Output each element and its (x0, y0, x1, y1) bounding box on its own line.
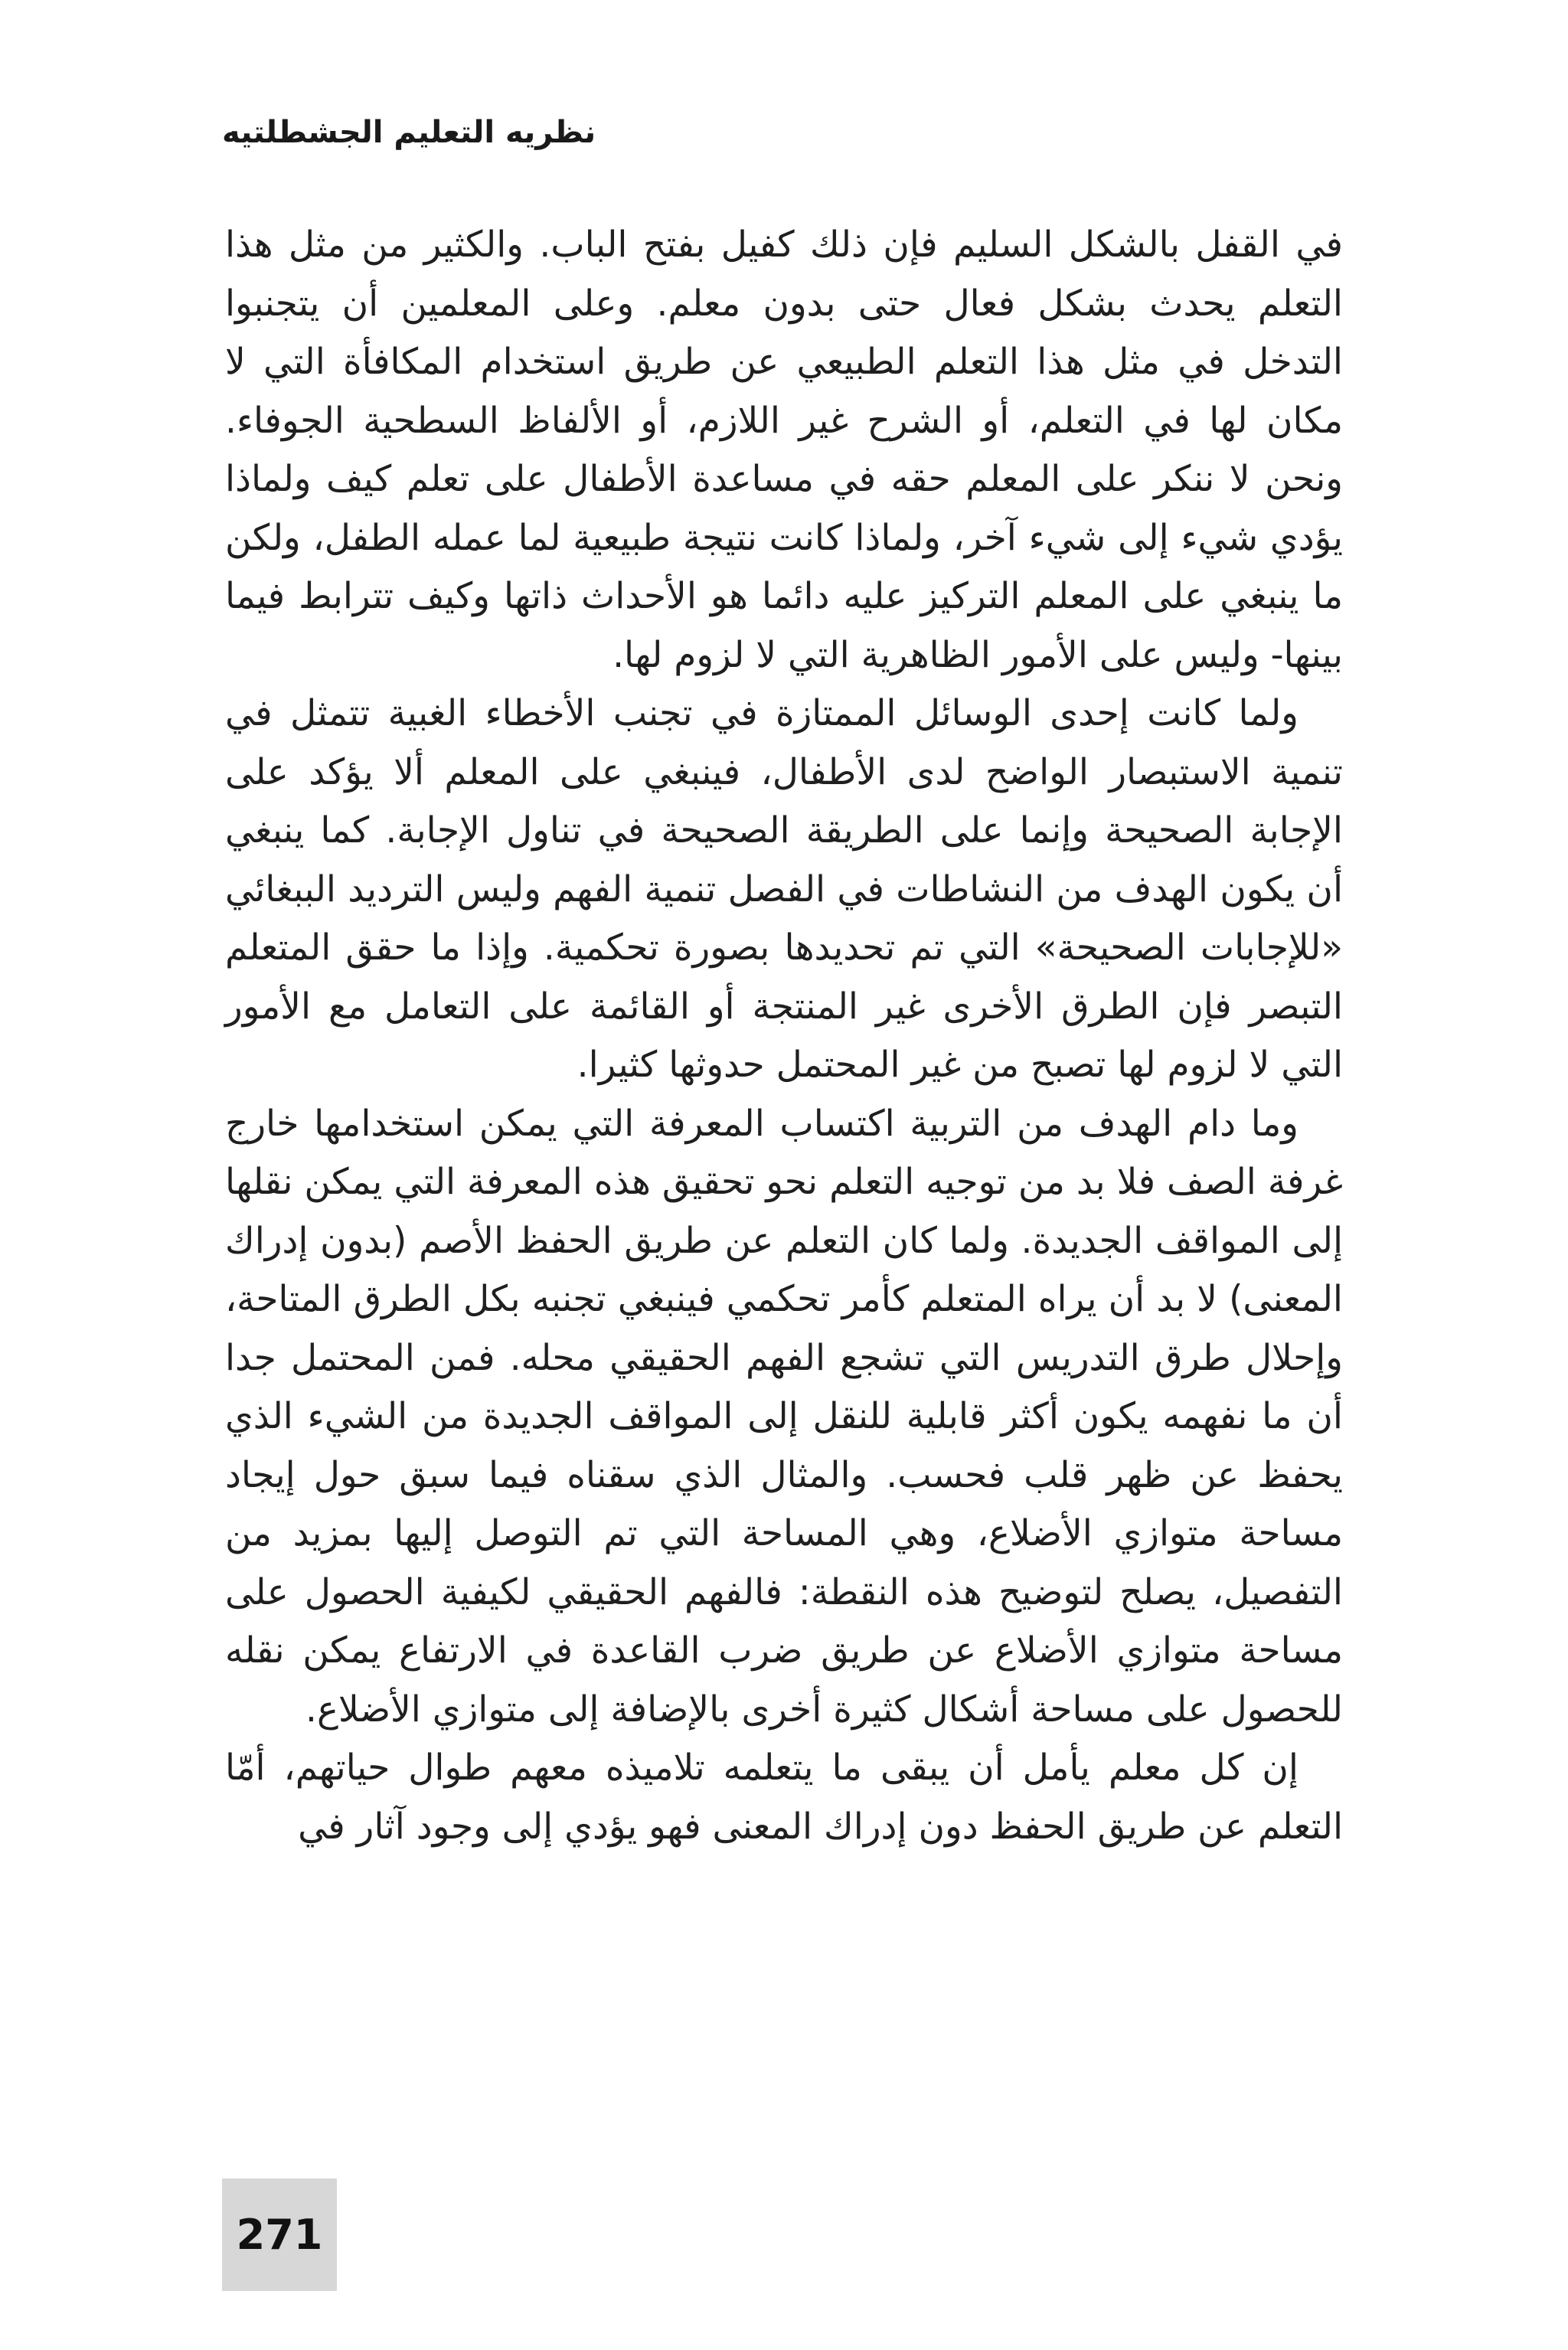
paragraph-2: ولما كانت إحدى الوسائل الممتازة في تجنب الأخطاء الغبية تتمثل في تنمية الاستبصار الواضح لدى الأطفال، فينبغي على المعلم ألا يؤكد على الإجابة الصحيحة وإنما على الطريقة الصحيحة في تناول الإجابة. كما ينبغي أن يكون الهدف من النشاطات في الفصل تنمية الفهم وليس الترديد الببغائي «للإجابات الصحيحة» التي تم تحديدها بصورة تحكمية. وإذا ما حقق المتعلم التبصر فإن الطرق الأخرى غير المنتجة أو القائمة على التعامل مع الأمور التي لا لزوم لها تصبح من غير المحتمل حدوثها كثيرا. (225, 692, 1343, 1086)
paragraph-1: في القفل بالشكل السليم فإن ذلك كفيل بفتح الباب. والكثير من مثل هذا التعلم يحدث بشكل فعال حتى بدون معلم. وعلى المعلمين أن يتجنبوا التدخل في مثل هذا التعلم الطبيعي عن طريق استخدام المكافأة التي لا مكان لها في التعلم، أو الشرح غير اللازم، أو الألفاظ السطحية الجوفاء. ونحن لا ننكر على المعلم حقه في مساعدة الأطفال على تعلم كيف ولماذا يؤدي شيء إلى شيء آخر، ولماذا كانت نتيجة طبيعية لما عمله الطفل، ولكن ما ينبغي على المعلم التركيز عليه دائما هو الأحداث ذاتها وكيف تترابط فيما بينها- وليس على الأمور الظاهرية التي لا لزوم لها. (225, 224, 1343, 676)
page-number-box (222, 2178, 337, 2291)
body-text (225, 216, 1343, 1856)
page-number: 271 (236, 2211, 323, 2259)
paragraph-3: وما دام الهدف من التربية اكتساب المعرفة التي يمكن استخدامها خارج غرفة الصف فلا بد من توجيه التعلم نحو تحقيق هذه المعرفة التي يمكن نقلها إلى المواقف الجديدة. ولما كان التعلم عن طريق الحفظ الأصم (بدون إدراك المعنى) لا بد أن يراه المتعلم كأمر تحكمي فينبغي تجنبه بكل الطرق المتاحة، وإحلال طرق التدريس التي تشجع الفهم الحقيقي محله. فمن المحتمل جدا أن ما نفهمه يكون أكثر قابلية للنقل إلى المواقف الجديدة من الشيء الذي يحفظ عن ظهر قلب فحسب. والمثال الذي سقناه فيما سبق حول إيجاد مساحة متوازي الأضلاع، وهي المساحة التي تم التوصل إليها بمزيد من التفصيل، يصلح لتوضيح هذه النقطة: فالفهم الحقيقي لكيفية الحصول على مساحة متوازي الأضلاع عن طريق ضرب القاعدة في الارتفاع يمكن نقله للحصول على مساحة أشكال كثيرة أخرى بالإضافة إلى متوازي الأضلاع. (225, 1102, 1343, 1731)
running-head-title: نظريه التعليم الجشطلتيه (222, 115, 596, 150)
paragraph-4: إن كل معلم يأمل أن يبقى ما يتعلمه تلاميذه معهم طوال حياتهم، أمّا التعلم عن طريق الحفظ دون إدراك المعنى فهو يؤدي إلى وجود آثار في (225, 1747, 1343, 1848)
